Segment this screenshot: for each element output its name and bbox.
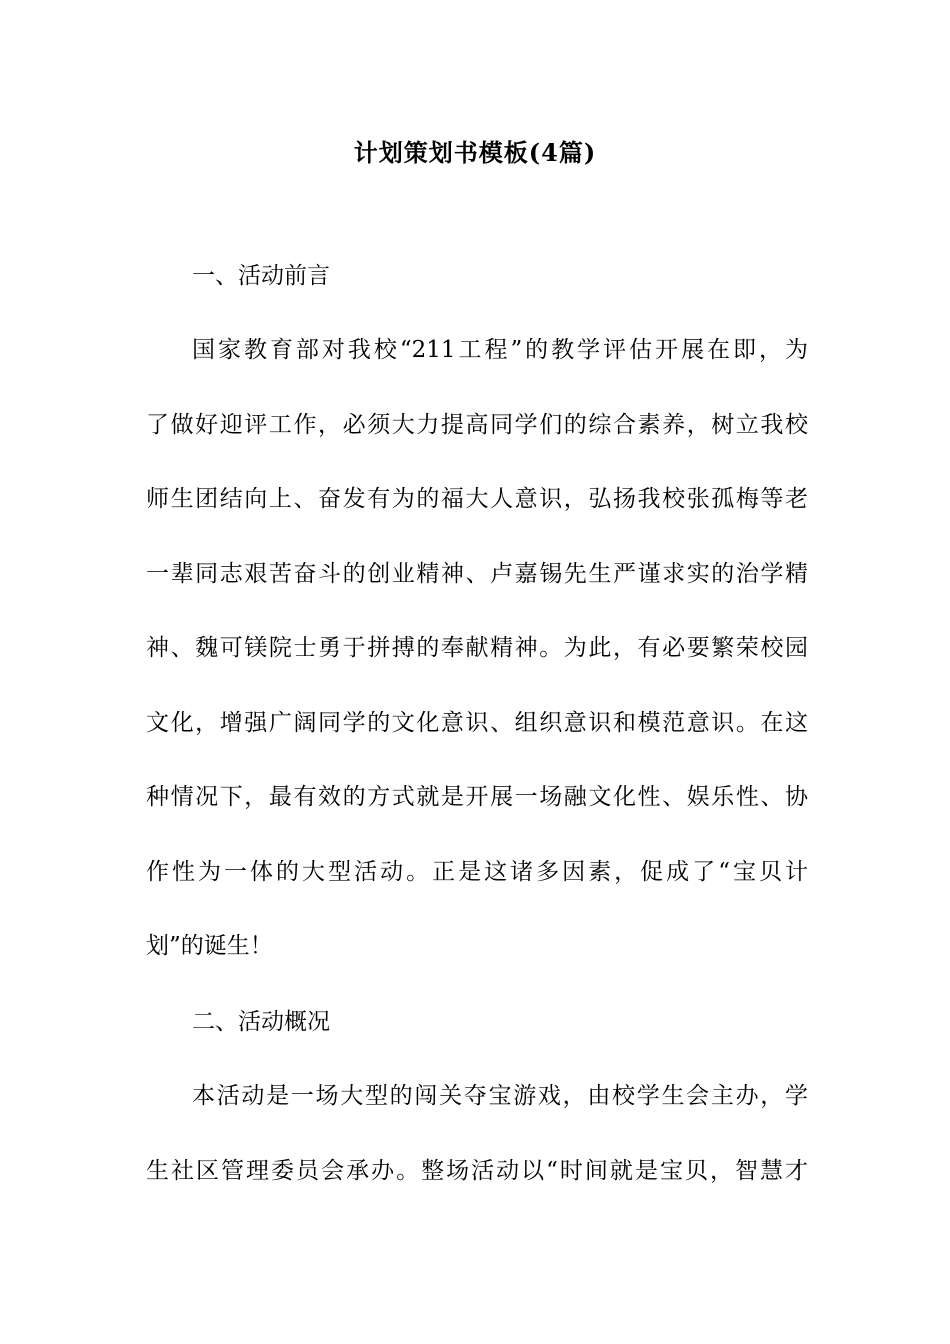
paragraph-line: 神、魏可镁院士勇于拼搏的奉献精神。为此，有必要繁荣校园 [146, 635, 808, 661]
paragraph-line: 师生团结向上、奋发有为的福大人意识，弘扬我校张孤梅等老 [146, 486, 808, 512]
section-heading-text: 二、活动概况 [192, 1009, 330, 1035]
document-title: 计划策划书模板(4篇) [353, 138, 597, 167]
paragraph-line: 了做好迎评工作，必须大力提高同学们的综合素养，树立我校 [146, 411, 808, 438]
paragraph-line: 种情况下，最有效的方式就是开展一场融文化性、娱乐性、协 [146, 784, 808, 810]
paragraph-line: 国家教育部对我校“211工程”的教学评估开展在即，为 [192, 337, 808, 363]
paragraph-line: 文化，增强广阔同学的文化意识、组织意识和模范意识。在这 [146, 709, 808, 736]
section-2-paragraph [146, 1059, 808, 1208]
section-heading-2 [146, 985, 808, 1060]
paragraph-line: 划”的诞生！ [146, 933, 273, 959]
section-1-paragraph [146, 313, 808, 984]
paragraph-line: 生社区管理委员会承办。整场活动以“时间就是宝贝，智慧才 [146, 1157, 808, 1184]
paragraph-line: 本活动是一场大型的闯关夺宝游戏，由校学生会主办，学 [192, 1083, 808, 1109]
section-heading-1 [146, 239, 808, 314]
paragraph-line: 一辈同志艰苦奋斗的创业精神、卢嘉锡先生严谨求实的治学精 [146, 560, 808, 587]
section-heading-text: 一、活动前言 [192, 263, 330, 289]
paragraph-line: 作性为一体的大型活动。正是这诸多因素，促成了“宝贝计 [146, 858, 808, 885]
